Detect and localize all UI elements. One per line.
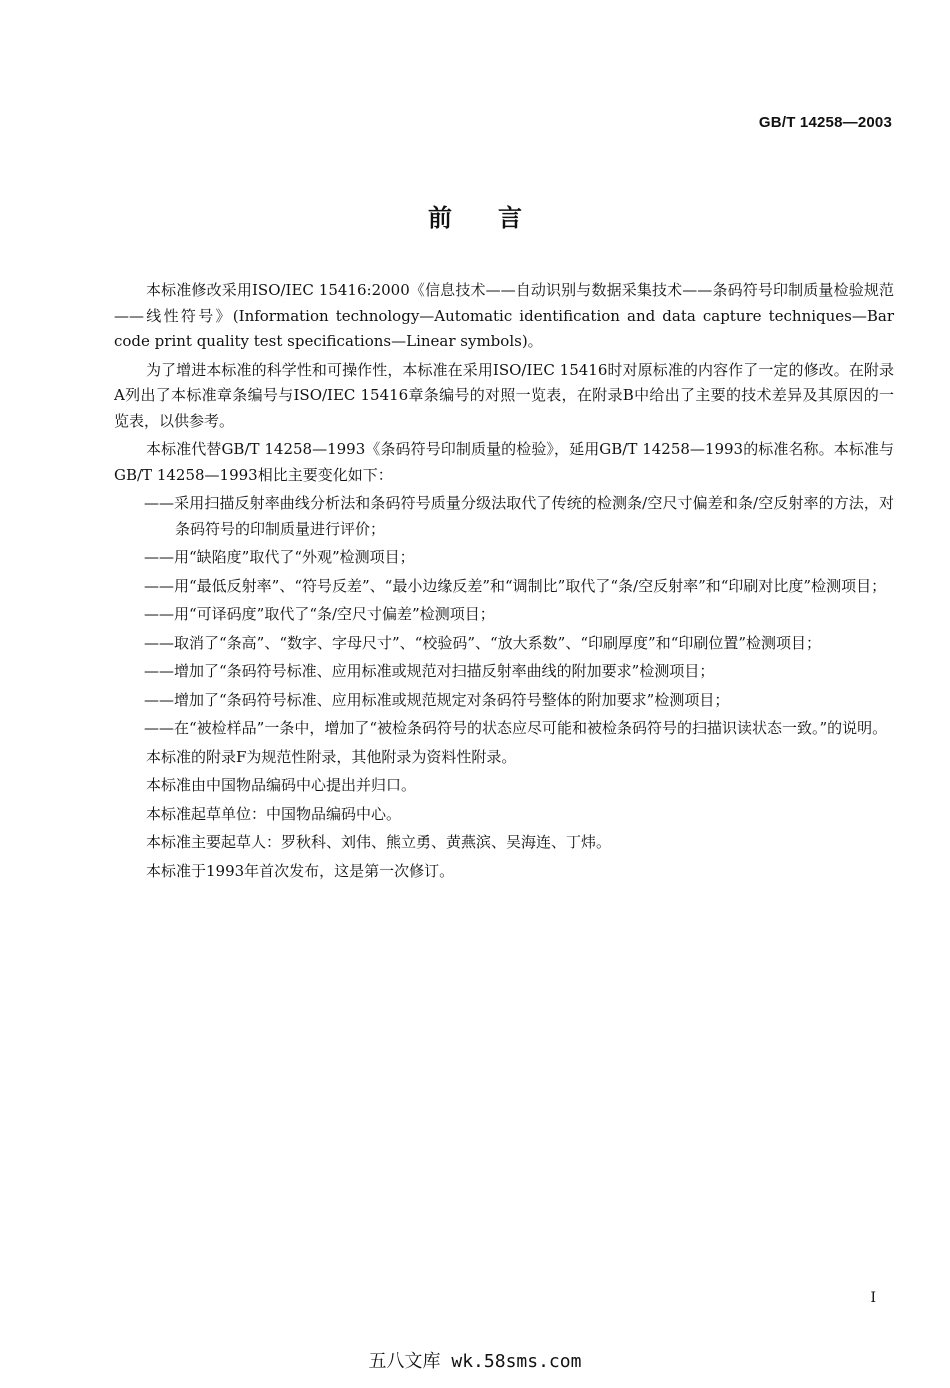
list-item: ——用“可译码度”取代了“条/空尺寸偏差”检测项目；: [144, 605, 495, 623]
page-title: 前言: [428, 204, 568, 232]
paragraph-history: 本标准于1993年首次发布，这是第一次修订。: [146, 861, 455, 880]
paragraph-modification: 为了增进本标准的科学性和可操作性，本标准在采用ISO/IEC 15416时对原标准的内容作了一定的修改。在附录A列出了本标准章条编号与ISO/IEC 15416章条编号的对照一览表，在附录B中给出了主要的技术差异及其原因的一览表，以供参考。: [114, 360, 894, 430]
list-item: ——采用扫描反射率曲线分析法和条码符号质量分级法取代了传统的检测条/空尺寸偏差和条/空反射率的方法，对条码符号的印制质量进行评价；: [144, 494, 894, 538]
paragraph-proposer: 本标准由中国物品编码中心提出并归口。: [146, 776, 417, 794]
paragraph-drafting-unit: 本标准起草单位：中国物品编码中心。: [146, 804, 402, 823]
paragraph-replacement: 本标准代替GB/T 14258—1993《条码符号印制质量的检验》，延用GB/T 14258—1993的标准名称。本标准与GB/T 14258—1993相比主要变化如下：: [114, 440, 894, 484]
list-item: ——在“被检样品”一条中，增加了“被检条码符号的状态应尽可能和被检条码符号的扫描识读状态一致。”的说明。: [144, 719, 888, 737]
paragraph-adoption: 本标准修改采用ISO/IEC 15416:2000《信息技术——自动识别与数据采集技术——条码符号印制质量检验规范——线性符号》(Information technology—Automatic identification and data capture techniques—Bar code print quality test specifications—Linear symbols)。: [114, 281, 894, 350]
list-item: ——用“最低反射率”、“符号反差”、“最小边缘反差”和“调制比”取代了“条/空反射率”和“印刷对比度”检测项目；: [144, 576, 887, 595]
list-item: ——增加了“条码符号标准、应用标准或规范对扫描反射率曲线的附加要求”检测项目；: [144, 662, 715, 680]
paragraph-annex: 本标准的附录F为规范性附录，其他附录为资料性附录。: [146, 747, 517, 766]
paragraph-drafters: 本标准主要起草人：罗秋科、刘伟、熊立勇、黄燕滨、吴海连、丁炜。: [146, 833, 612, 851]
footer-watermark: 五八文库 wk.58sms.com: [368, 1351, 582, 1372]
list-item: ——用“缺陷度”取代了“外观”检测项目；: [144, 548, 415, 566]
changes-list: [114, 491, 894, 742]
page-number: I: [870, 1290, 876, 1306]
standard-number: GB/T 14258—2003: [758, 114, 892, 131]
foreword-body: [114, 278, 894, 887]
list-item: ——增加了“条码符号标准、应用标准或规范规定对条码符号整体的附加要求”检测项目；: [144, 690, 730, 709]
list-item: ——取消了“条高”、“数字、字母尺寸”、“校验码”、“放大系数”、“印刷厚度”和“印刷位置”检测项目；: [144, 633, 822, 652]
